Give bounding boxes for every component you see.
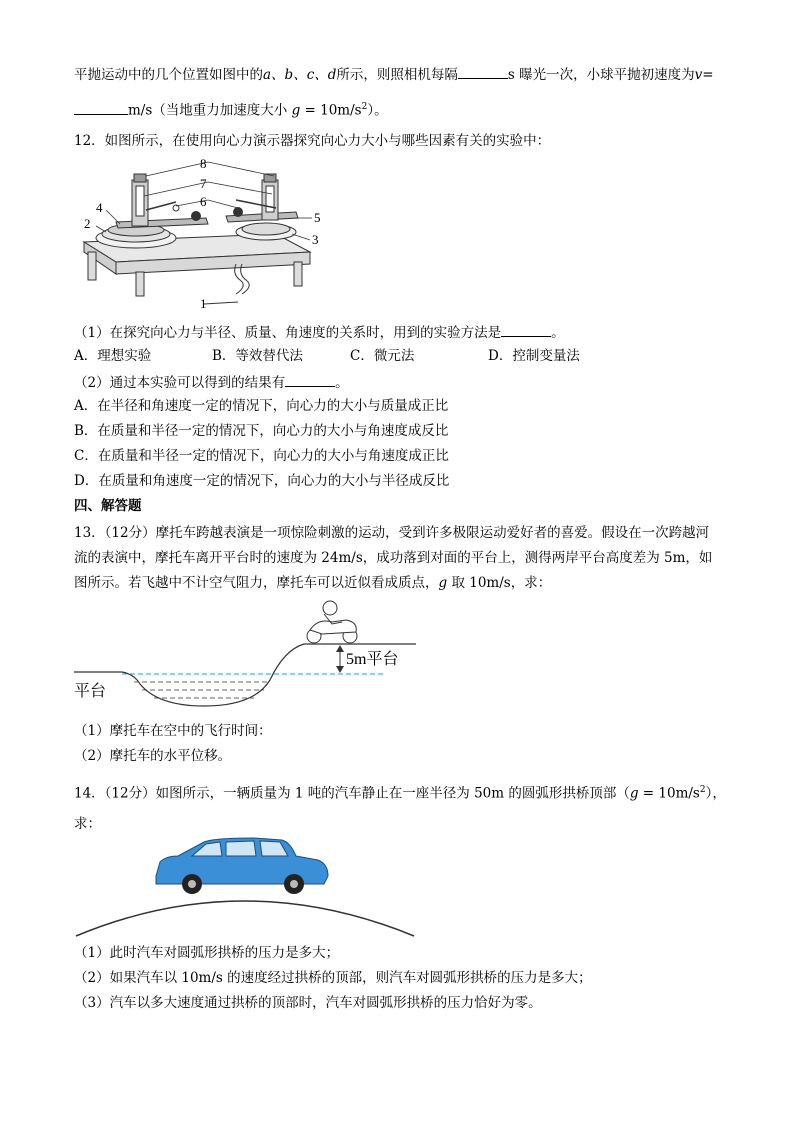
car-bridge-figure	[74, 832, 418, 940]
q14-line2: 求：	[74, 816, 101, 832]
q14-sub2: （2）如果汽车以 10m/s 的速度经过拱桥的顶部，则汽车对圆弧形拱桥的压力是多大；	[74, 970, 592, 986]
label-2: 2	[84, 216, 91, 231]
q12-sub1: （1）在探究向心力与半径、质量、角速度的关系时，用到的实验方法是 。	[74, 322, 565, 342]
platform-label: 平台	[74, 683, 107, 700]
label-3: 3	[312, 232, 319, 247]
label-8: 8	[200, 156, 207, 171]
q11-line1: 平抛运动中的几个位置如图中的a、b、c、d所示，则照相机每隔 s 曝光一次，小球平抛初速度为v=	[74, 64, 714, 84]
q14-line1: 14．（12分）如图所示，一辆质量为 1 吨的汽车静止在一座半径为 50m 的圆弧形拱桥顶部$(g = 10m/s^2)$，	[74, 785, 726, 802]
label-1: 1	[200, 296, 207, 311]
q14-sub1: （1）此时汽车对圆弧形拱桥的压力是多大；	[74, 945, 340, 961]
option[interactable]: B．等效替代法	[212, 348, 303, 364]
option[interactable]: A．理想实验	[74, 348, 152, 364]
label-6: 6	[200, 194, 207, 209]
option[interactable]: D．控制变量法	[488, 348, 580, 364]
q13-line1: 13．（12分）摩托车跨越表演是一项惊险刺激的运动，受到许多极限运动爱好者的喜爱。假设在一次跨越河	[74, 525, 710, 541]
motorcycle-jump-figure	[74, 600, 424, 712]
q13-sub2: （2）摩托车的水平位移。	[74, 748, 232, 764]
answer-blank[interactable]	[74, 100, 128, 115]
height-label: 5m平台	[346, 651, 399, 668]
q13-line2: 流的表演中，摩托车离开平台时的速度为 24m/s，成功落到对面的平台上，测得两岸平台高度差为 5m，如	[74, 550, 713, 566]
option[interactable]: B．在质量和半径一定的情况下，向心力的大小与角速度成反比	[74, 423, 449, 439]
q13-line3: 图所示。若飞越中不计空气阻力，摩托车可以近似看成质点，g 取 10m/s，求：	[74, 575, 552, 591]
q12-options1	[74, 347, 580, 365]
q12-stem: 12．如图所示，在使用向心力演示器探究向心力大小与哪些因素有关的实验中：	[74, 133, 551, 149]
car-icon	[156, 838, 328, 894]
option[interactable]: C．在质量和半径一定的情况下，向心力的大小与角速度成正比	[74, 448, 449, 464]
motorcycle-icon	[307, 601, 357, 643]
label-5: 5	[314, 210, 321, 225]
answer-blank[interactable]	[285, 372, 335, 387]
label-4: 4	[96, 200, 103, 215]
option[interactable]: D．在质量和角速度一定的情况下，向心力的大小与半径成反比	[74, 473, 450, 489]
q13-sub1: （1）摩托车在空中的飞行时间：	[74, 723, 272, 739]
option[interactable]: A．在半径和角速度一定的情况下，向心力的大小与质量成正比	[74, 398, 449, 414]
option[interactable]: C．微元法	[350, 348, 415, 364]
answer-blank[interactable]	[501, 322, 551, 337]
centripetal-apparatus-figure	[76, 152, 336, 312]
q12-sub2: （2）通过本实验可以得到的结果有 。	[74, 372, 349, 392]
answer-blank[interactable]	[458, 64, 508, 79]
label-7: 7	[200, 176, 207, 191]
q14-sub3: （3）汽车以多大速度通过拱桥的顶部时，汽车对圆弧形拱桥的压力恰好为零。	[74, 995, 542, 1011]
q11-line2: m/s（当地重力加速度大小 $g = 10m/s^2$）。	[74, 98, 388, 120]
section-title: 四、解答题	[74, 498, 142, 514]
